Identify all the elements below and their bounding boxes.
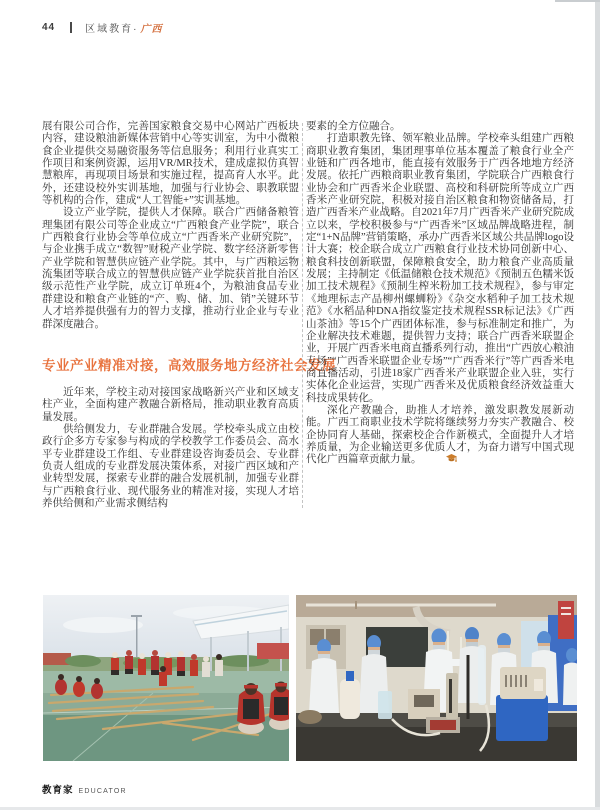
header-divider-bar — [70, 22, 72, 33]
header-section-label: 区域教育· — [85, 24, 139, 35]
paragraph: 设立产业学院，提供人才保障。联合广西储备粮管理集团有限公司等企业成立“广西粮食产业学院”，联合广西粮食行业协会等单位成立“广西香米产业研究院”，与企业携手成立“数智”财税产业学院、数字经济新零售产业学院和智慧供应链产业学院。其中，与广西粮运物流集团等联合成立的智慧供应链产业学院获首批自治区级示范性产业学院，成立订单班4个，为粮油食品专业群建设和粮食产业链的“产、购、储、加、销”关键环节人才培养提供强有力的智力支撑，推动行业企业与专业群深度融合。 — [42, 207, 299, 330]
page-number: 44 — [42, 22, 56, 33]
footer-brand-en: EDUCATOR — [78, 788, 127, 795]
photo-laboratory — [296, 595, 577, 761]
paragraph: 近年来，学校主动对接国家战略新兴产业和区域支柱产业，全面构建产教融合新格局，推动职业教育高质量发展。 — [42, 386, 299, 423]
paragraph-text: 深化产教融合，助推人才培养，激发职教发展新动能。广西工商职业技术学院将继续努力夯实产教融合、校企协同育人基础，探索校企合作新模式，全面提升人才培养质量，为企业输送更多优质人才，为奋力谱写中国式现代化广西篇章贡献力量。 — [306, 404, 574, 466]
paragraph: 要素的全方位融合。 — [306, 121, 401, 132]
section-heading: 专业产业精准对接，高效服务地方经济社会发展 — [42, 357, 336, 373]
page-footer — [42, 782, 127, 796]
header-region-label: 广西 — [140, 24, 163, 35]
footer-brand-cn: 教育家 — [42, 785, 74, 796]
photo-row — [43, 595, 577, 761]
page-edge-top — [555, 0, 600, 2]
paragraph — [306, 405, 574, 468]
page-edge-right — [595, 0, 600, 810]
article-column-left — [42, 121, 336, 510]
article-endmark-graduation-cap-icon — [425, 454, 457, 467]
paragraph: 供给侧发力，专业群融合发展。学校牵头成立由校政行企多方专家参与构成的学校教学工作委员会、高水平专业群建设工作组、专业群建设咨询委员会、专业群负责人组成的专业群发展决策体系，对接广西区域和产业转型发展，探索专业群的融合发展机制，加强专业群与广西粮食行业、现代服务业的精准对接，实现人才培养供给侧和产业需求侧结构 — [42, 423, 299, 509]
paragraph: 打造职教先锋、领军粮业品牌。学校牵头组建广西粮商职业教育集团，集团理事单位基本覆盖了粮食行业全产业链和广西各地市，能直接有效服务于广西各地地方经济发展。依托广西粮商职业教育集团，学院联合广西粮食行业协会和广西香米企业联盟、高校和科研院所等成立广西香米产业研究院，积极对接自治区粮食和物资储备局，打造广西香米产业战略。自2021年7月广西香米产业研究院成立以来，学校积极参与“广西香米”区域品牌战略进程，制定“1+N品牌”营销策略，承办广西香米区域公共品牌logo设计大赛；校企联合成立广西粮食行业技术协同创新中心、粮食科技创新联盟，保障粮食安全，助力粮食产业高质量发展；主持制定《低温储粮仓技术规范》《预制五色糯米饭加工技术规程》《预制生榨米粉加工技术规程》，参与审定《地理标志产品柳州螺蛳粉》《杂交水稻种子加工技术规范》《水稻品种DNA指纹鉴定技术规程SSR标记法》《广西山茶油》等15个广西团体标准，参与标准制定和推广，为企业解决技术难题，提供智力支持；联合广西香米联盟企业，开展广西香米电商直播系列行动，推出“广西放心粮油专场”“广西香米联盟企业专场”“广西香米行”等广西香米电商直播活动，引进18家广西香米产业联盟企业入驻，实行实体化企业运营，实现广西香米及优质粮食经济效益重大科技成果转化。 — [306, 133, 574, 404]
article-column-right — [306, 121, 574, 510]
paragraph: 展有限公司合作，完善国家粮食交易中心网站广西板块内容，建设粮油新媒体营销中心等实训室，为中小微粮食企业提供交易融资服务等信息服务；利用行业真实工作项目和案例资源，运用VR/MR技术，建成虚拟仿真智慧粮库，再现项目场景和实施过程，提高育人水平。此外，还建设校外实训基地，加强与行业协会、职教联盟等机构的合作，建成“人工智能+”实训基地。 — [42, 121, 299, 207]
page-header — [42, 20, 162, 35]
article-columns — [42, 121, 574, 510]
photo-bamboo-dance — [43, 595, 289, 761]
column-divider-dashed — [302, 123, 303, 508]
